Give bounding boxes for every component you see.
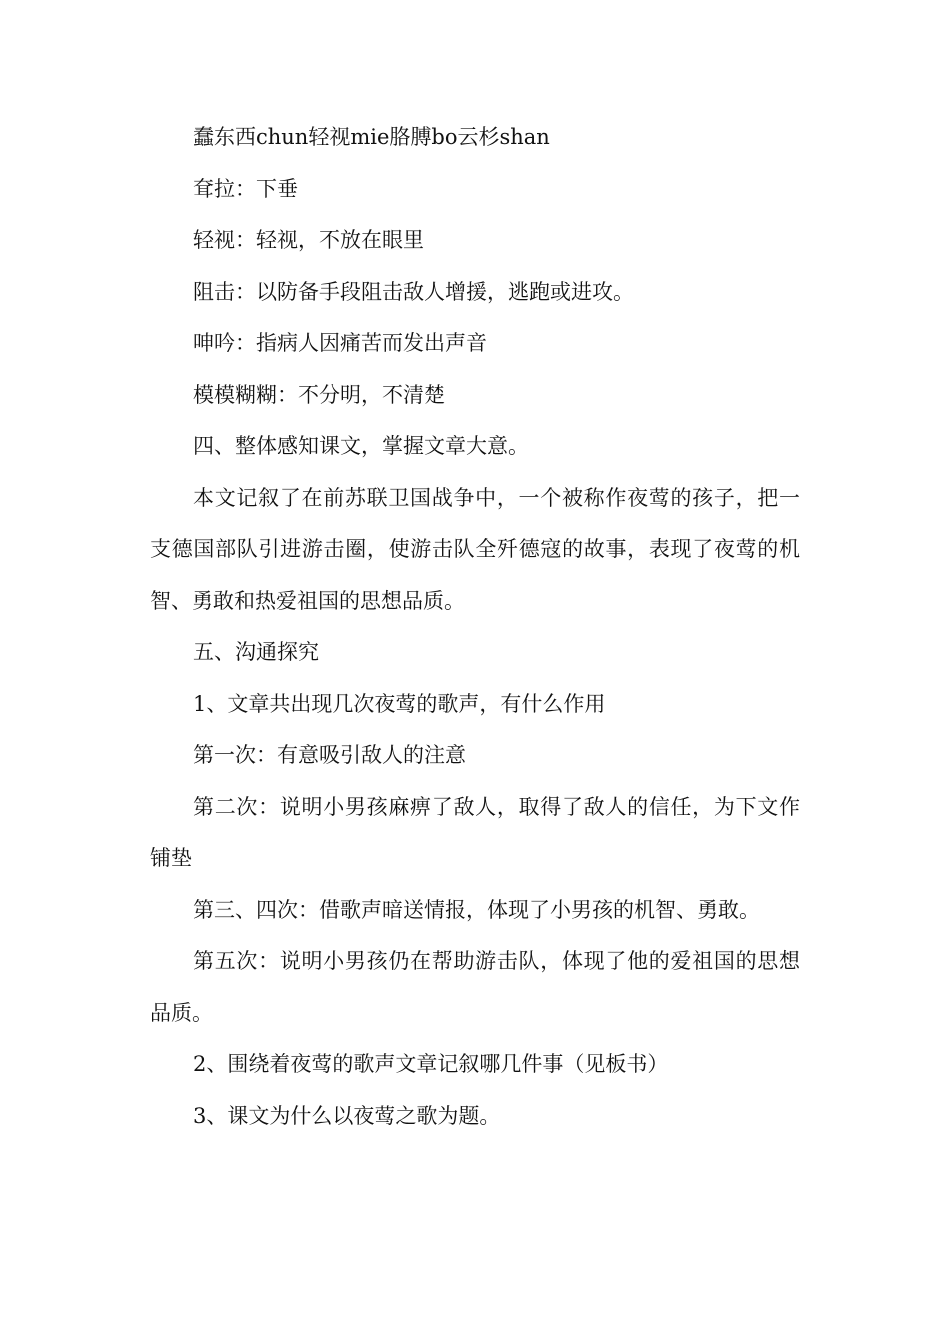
answer-third-fourth: 第三、四次：借歌声暗送情报，体现了小男孩的机智、勇敢。 [193,897,760,922]
definition-qingshi: 轻视：轻视，不放在眼里 [193,228,424,252]
question-3: 3、课文为什么以夜莺之歌为题。 [193,1103,501,1128]
question-1: 1、文章共出现几次夜莺的歌声，有什么作用 [193,691,606,716]
vocab-pinyin-line: 蠢东西chun轻视mie胳膊bo云杉shan [193,125,550,149]
section-heading-4: 四、整体感知课文，掌握文章大意。 [193,434,529,458]
answer-fifth: 第五次：说明小男孩仍在帮助游击队，体现了他的爱祖国的思想品质。 [150,949,800,1025]
definition-dala: 耷拉：下垂 [193,176,298,201]
document-body [150,112,800,1142]
answer-first: 第一次：有意吸引敌人的注意 [193,743,466,767]
answer-second: 第二次：说明小男孩麻痹了敌人，取得了敌人的信任，为下文作铺垫 [150,794,800,870]
definition-shenyin: 呻吟：指病人因痛苦而发出声音 [193,331,487,355]
definition-mohu: 模模糊糊：不分明，不清楚 [193,382,445,407]
section-heading-5: 五、沟通探究 [193,640,319,664]
question-2: 2、围绕着夜莺的歌声文章记叙哪几件事（见板书） [193,1052,669,1076]
summary-paragraph: 本文记叙了在前苏联卫国战争中，一个被称作夜莺的孩子，把一支德国部队引进游击圈，使游击队全歼德寇的故事，表现了夜莺的机智、勇敢和热爱祖国的思想品质。 [150,485,800,613]
definition-zuji: 阻击：以防备手段阻击敌人增援，逃跑或进攻。 [193,279,634,304]
